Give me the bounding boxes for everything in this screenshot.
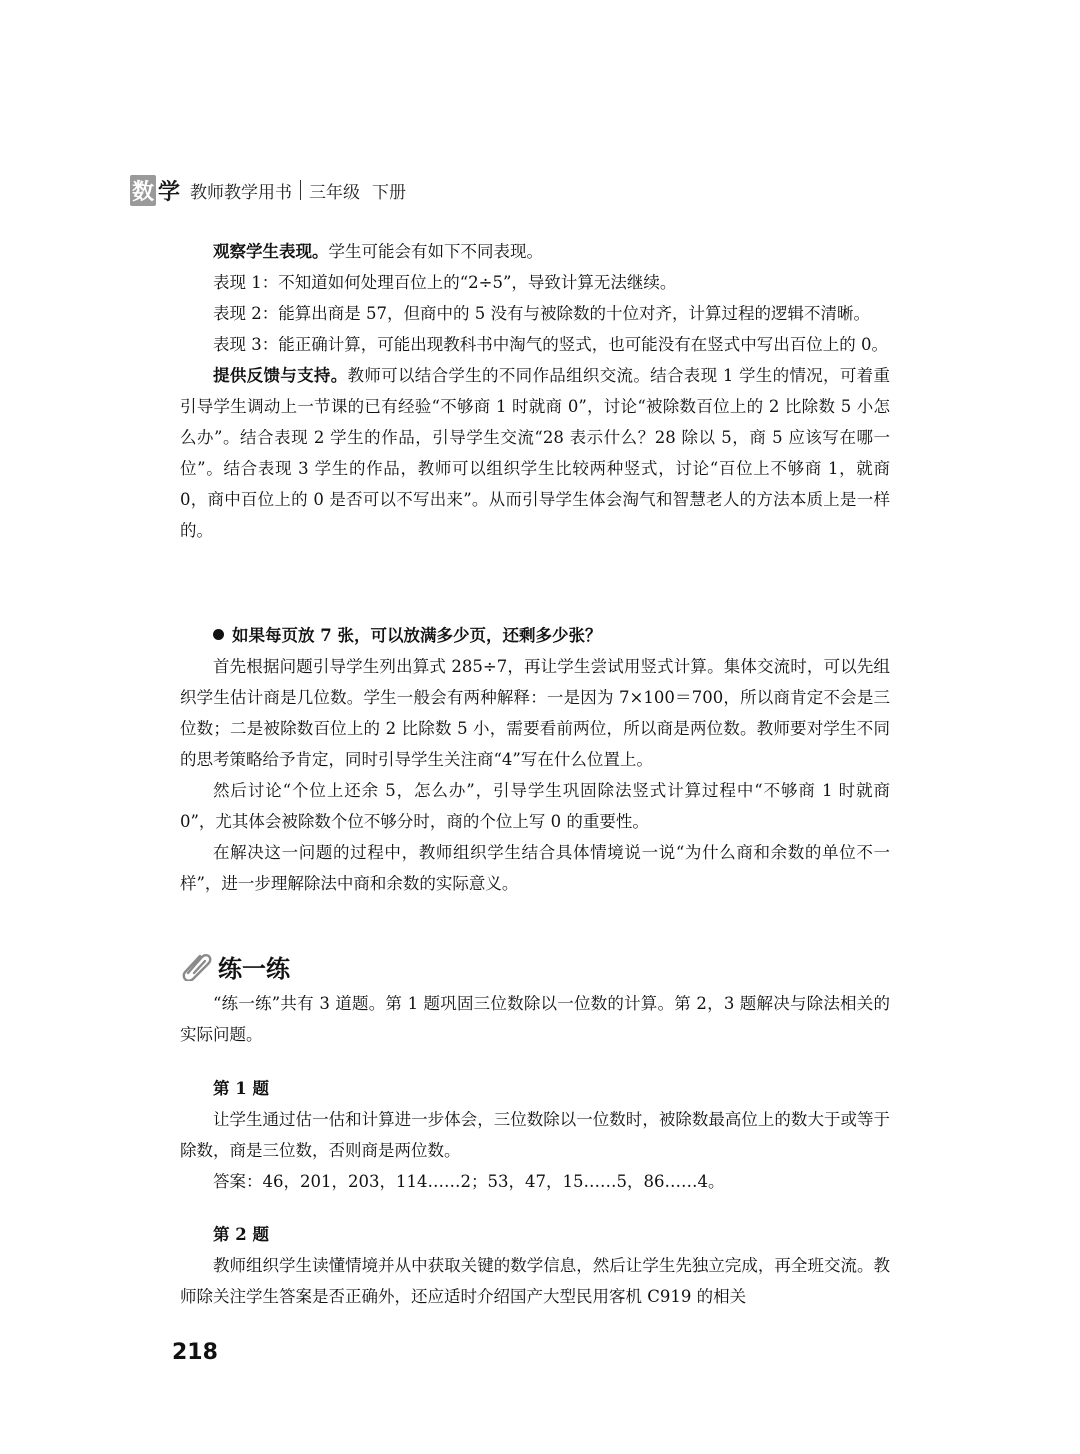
paragraph: 首先根据问题引导学生列出算式 285÷7，再让学生尝试用竖式计算。集体交流时，可以先组织学生估计商是几位数。学生一般会有两种解释：一是因为 7×100＝700，所以商肯定不会是三位数；二是被除数百位上的 2 比除数 5 小，需要看前两位，所以商是两位数。教师要对学生不同的思考策略给予肯定，同时引导学生关注商“4”写在什么位置上。 bbox=[180, 657, 890, 769]
paragraph: “练一练”共有 3 道题。第 1 题巩固三位数除以一位数的计算。第 2，3 题解决与除法相关的实际问题。 bbox=[180, 994, 890, 1044]
q2-text: 教师组织学生读懂情境并从中获取关键的数学信息，然后让学生先独立完成，再全班交流。教师除关注学生答案是否正确外，还应适时介绍国产大型民用客机 C919 的相关 bbox=[180, 1256, 890, 1306]
subject-char-2: 学 bbox=[158, 179, 181, 205]
lead-observe-text: 学生可能会有如下不同表现。 bbox=[328, 242, 543, 261]
practice-q2 bbox=[180, 1219, 890, 1312]
lead-observe: 观察学生表现。 bbox=[213, 242, 329, 261]
grade-label: 三年级 bbox=[309, 182, 361, 203]
paragraph: 在解决这一问题的过程中，教师组织学生结合具体情境说一说“为什么商和余数的单位不一样”，进一步理解除法中商和余数的实际意义。 bbox=[180, 843, 890, 893]
observation-section bbox=[180, 236, 890, 546]
question-text: 如果每页放 7 张，可以放满多少页，还剩多少张？ bbox=[232, 626, 602, 645]
question-section bbox=[180, 620, 890, 899]
subject-logo bbox=[130, 175, 182, 206]
page-number: 218 bbox=[172, 1340, 218, 1365]
question-heading bbox=[180, 620, 890, 651]
performance-2: 表现 2：能算出商是 57，但商中的 5 没有与被除数的十位对齐，计算过程的逻辑不清晰。 bbox=[213, 304, 870, 323]
practice-title-text: 练一练 bbox=[218, 954, 290, 983]
q1-text: 让学生通过估一估和计算进一步体会，三位数除以一位数时，被除数最高位上的数大于或等于除数，商是三位数，否则商是两位数。 bbox=[180, 1110, 890, 1160]
subject-char-1: 数 bbox=[130, 175, 156, 206]
practice-q1 bbox=[180, 1073, 890, 1197]
performance-3: 表现 3：能正确计算，可能出现教科书中淘气的竖式，也可能没有在竖式中写出百位上的 0。 bbox=[213, 335, 888, 354]
lead-feedback-text: 教师可以结合学生的不同作品组织交流。结合表现 1 学生的情况，可着重引导学生调动上一节课的已有经验“不够商 1 时就商 0”，讨论“被除数百位上的 2 比除数 5 小怎么办”。结合表现 2 学生的作品，引导学生交流“28 表示什么？28 除以 5，商 5 应该写在哪一位”。结合表现 3 学生的作品，教师可以组织学生比较两种竖式，讨论“百位上不够商 1，就商 0，商中百位上的 0 是否可以不写出来”。从而引导学生体会淘气和智慧老人的方法本质上是一样的。 bbox=[180, 366, 890, 540]
bullet-icon bbox=[213, 629, 224, 640]
paperclip-icon bbox=[180, 951, 214, 981]
book-title: 教师教学用书 bbox=[190, 182, 293, 203]
paragraph: 然后讨论“个位上还余 5，怎么办”，引导学生巩固除法竖式计算过程中“不够商 1 时就商 0”，尤其体会被除数个位不够分时，商的个位上写 0 的重要性。 bbox=[180, 781, 890, 831]
q2-heading: 第 2 题 bbox=[213, 1225, 269, 1244]
performance-1: 表现 1：不知道如何处理百位上的“2÷5”，导致计算无法继续。 bbox=[213, 273, 677, 292]
paragraph bbox=[180, 236, 890, 267]
running-header bbox=[130, 173, 406, 207]
q1-answer: 答案：46，201，203，114……2；53，47，15……5，86……4。 bbox=[213, 1172, 725, 1191]
volume-label: 下册 bbox=[372, 182, 407, 203]
q1-heading: 第 1 题 bbox=[213, 1079, 269, 1098]
header-divider bbox=[300, 180, 301, 200]
lead-feedback: 提供反馈与支持。 bbox=[213, 366, 348, 385]
paragraph bbox=[180, 360, 890, 546]
practice-title bbox=[180, 947, 290, 985]
practice-intro bbox=[180, 988, 890, 1050]
